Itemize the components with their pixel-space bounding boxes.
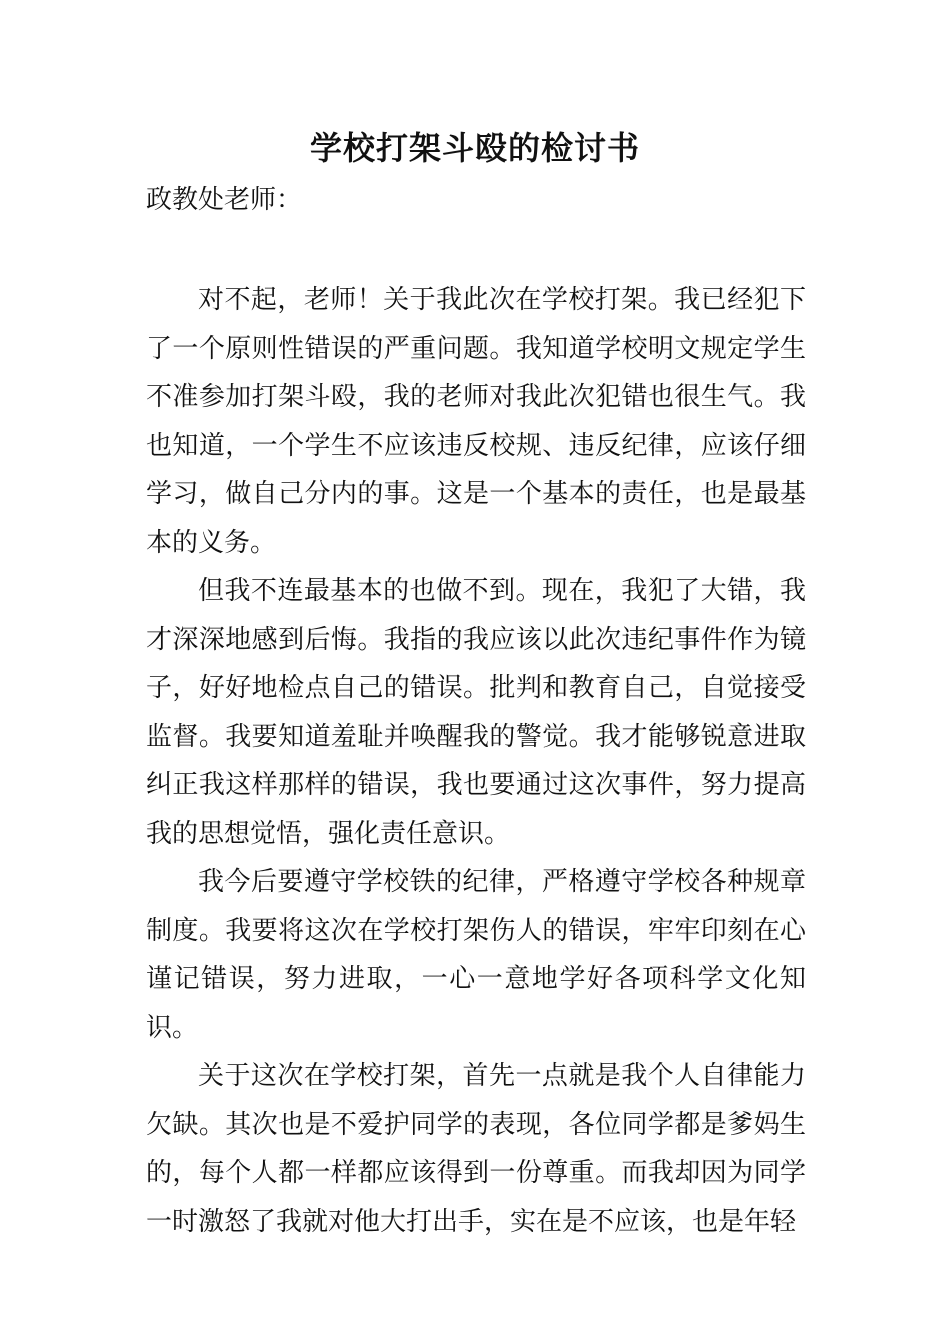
document-body (146, 276, 806, 1246)
document-title: 学校打架斗殴的检讨书 (309, 129, 640, 167)
paragraph: 对不起，老师！关于我此次在学校打架。我已经犯下了一个原则性错误的严重问题。我知道学校明文规定学生不准参加打架斗殴，我的老师对我此次犯错也很生气。我也知道，一个学生不应该违反校规、违反纪律，应该仔细学习，做自己分内的事。这是一个基本的责任，也是最基本的义务。 (146, 285, 806, 558)
paragraph: 我今后要遵守学校铁的纪律，严格遵守学校各种规章制度。我要将这次在学校打架伤人的错误，牢牢印刻在心谨记错误，努力进取，一心一意地学好各项科学文化知识。 (146, 867, 806, 1043)
salutation: 政教处老师： (146, 185, 303, 215)
paragraph: 但我不连最基本的也做不到。现在，我犯了大错，我才深深地感到后悔。我指的我应该以此次违纪事件作为镜子，好好地检点自己的错误。批判和教育自己，自觉接受监督。我要知道羞耻并唤醒我的警觉。我才能够锐意进取纠正我这样那样的错误，我也要通过这次事件，努力提高我的思想觉悟，强化责任意识。 (146, 576, 806, 849)
paragraph: 关于这次在学校打架，首先一点就是我个人自律能力欠缺。其次也是不爱护同学的表现，各位同学都是爹妈生的，每个人都一样都应该得到一份尊重。而我却因为同学一时激怒了我就对他大打出手，实在是不应该，也是年轻 (146, 1061, 806, 1237)
